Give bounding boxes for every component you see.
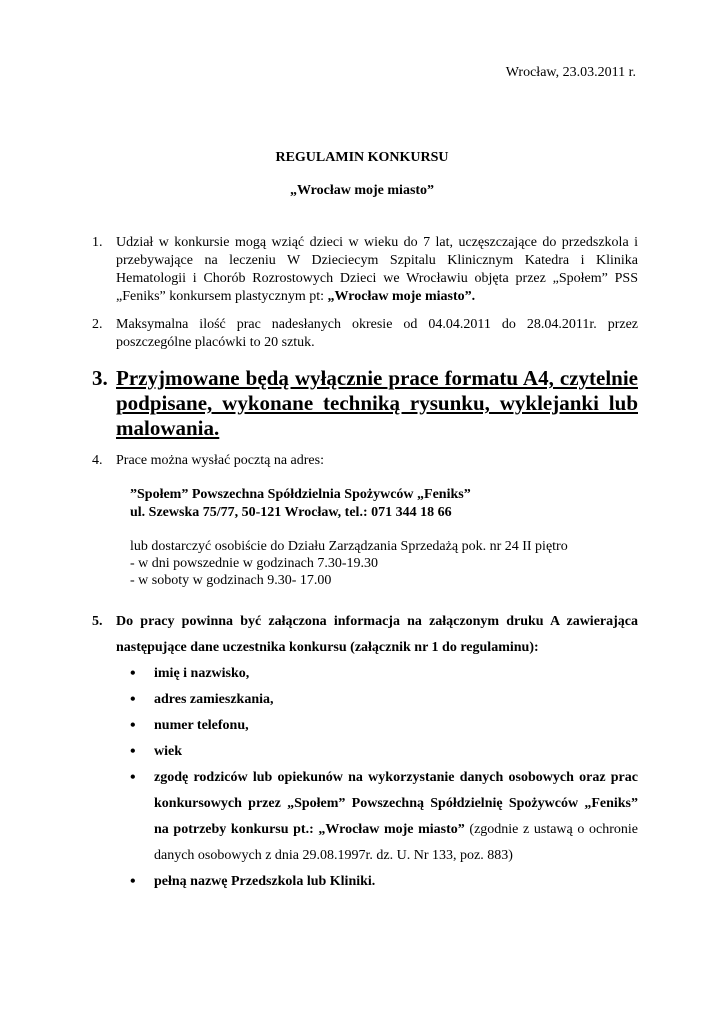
bullet-icon: • <box>130 665 136 682</box>
rule-text-emphasized: Przyjmowane będą wyłącznie prace formatu A4, czytelnie podpisane, wykonane techniką rysunku, wyklejanki lub malowania. <box>116 366 638 440</box>
rule-item-2 <box>92 316 638 352</box>
rule-item-3 <box>92 366 638 441</box>
rule-item-5 <box>92 609 638 661</box>
address-line-1: ”Społem” Powszechna Spółdzielnia Spożywców „Feniks” <box>130 487 471 502</box>
bullet-icon: • <box>130 717 136 734</box>
consent-text-bold: zgodę rodziców lub opiekunów na wykorzystanie danych osobowych oraz prac konkursowych przez „Społem” Powszechną Spółdzielnię Spożywców „Feniks” na potrzeby konkursu pt.: „Wrocław moje miasto” <box>154 770 638 837</box>
list-item-text: adres zamieszkania, <box>154 692 274 707</box>
bullet-icon: • <box>130 769 136 786</box>
list-item <box>130 739 638 765</box>
rule-text: Prace można wysłać pocztą na adres: <box>116 453 324 468</box>
required-data-list <box>130 661 638 895</box>
bullet-icon: • <box>130 691 136 708</box>
rule-item-1 <box>92 234 638 306</box>
list-item-text: imię i nazwisko, <box>154 666 250 681</box>
delivery-info <box>130 538 568 589</box>
list-item <box>130 687 638 713</box>
rule-text: Maksymalna ilość prac nadesłanych okresie od 04.04.2011 do 28.04.2011r. przez poszczególne placówki to 20 sztuk. <box>116 317 638 350</box>
rule-number: 2. <box>92 317 103 332</box>
list-item-text <box>154 765 638 869</box>
document-title: REGULAMIN KONKURSU <box>275 150 449 165</box>
mailing-address <box>130 486 471 522</box>
rule-text-normal: Udział w konkursie mogą wziąć dzieci w wieku do 7 lat, uczęszczające do przedszkola i przebywające na leczeniu W Dzieciecym Szpitalu Klinicznym Katedra i Klinika Hematologii i Chorób Rozrostowych Dzieci we Wrocławiu objęta przez „Społem” PSS „Feniks” konkursem plastycznym pt: <box>116 235 638 304</box>
rule-text <box>116 234 638 306</box>
list-item-text: wiek <box>154 744 182 759</box>
list-item <box>130 765 638 869</box>
rule-text: Do pracy powinna być załączona informacja na załączonym druku A zawierająca następujące dane uczestnika konkursu (załącznik nr 1 do regulaminu): <box>116 614 638 655</box>
rule-number: 1. <box>92 235 103 250</box>
delivery-line-3: - w soboty w godzinach 9.30- 17.00 <box>130 573 332 588</box>
rule-number: 3. <box>92 366 108 390</box>
rule-text-bold: „Wrocław moje miasto”. <box>327 289 476 304</box>
list-item <box>130 661 638 687</box>
delivery-line-1: lub dostarczyć osobiście do Działu Zarządzania Sprzedażą pok. nr 24 II piętro <box>130 539 568 554</box>
document-subtitle: „Wrocław moje miasto” <box>289 183 435 198</box>
list-item-text: pełną nazwę Przedszkola lub Kliniki. <box>154 874 376 889</box>
document-date: Wrocław, 23.03.2011 r. <box>505 65 636 80</box>
rule-number: 4. <box>92 453 103 468</box>
consent-text-normal: (zgodnie z ustawą o ochronie danych osobowych z dnia 29.08.1997r. dz. U. Nr 133, poz. 883) <box>154 822 638 863</box>
list-item <box>130 869 638 895</box>
list-item-text: numer telefonu, <box>154 718 249 733</box>
list-item <box>130 713 638 739</box>
rule-item-4 <box>92 452 638 470</box>
rule-number: 5. <box>92 614 103 629</box>
delivery-line-2: - w dni powszednie w godzinach 7.30-19.30 <box>130 556 379 571</box>
bullet-icon: • <box>130 743 136 760</box>
address-line-2: ul. Szewska 75/77, 50-121 Wrocław, tel.: 071 344 18 66 <box>130 505 452 520</box>
bullet-icon: • <box>130 873 136 890</box>
